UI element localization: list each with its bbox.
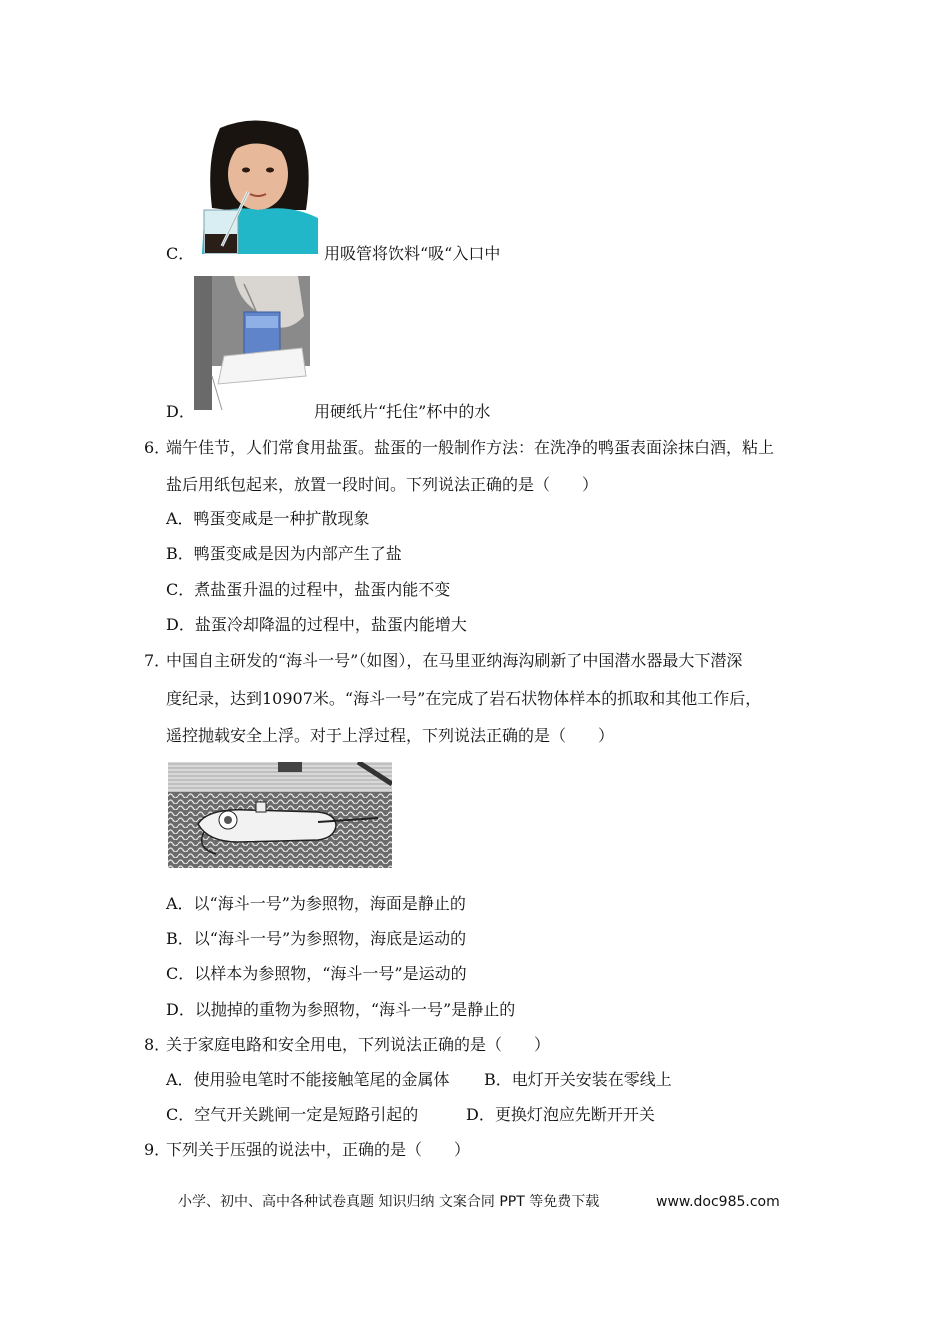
q7-number: 7． — [144, 651, 171, 670]
q6-stem-line2: 盐后用纸包起来，放置一段时间。下列说法正确的是（ ） — [166, 475, 599, 494]
q7-option-b: B．以“海斗一号”为参照物，海底是运动的 — [166, 929, 467, 948]
q5-option-c-label: C． — [166, 244, 195, 263]
q5-option-c — [166, 243, 194, 265]
q6-option-c: C．煮盐蛋升温的过程中，盐蛋内能不变 — [166, 580, 451, 599]
q9-stem: 下列关于压强的说法中，正确的是（ ） — [166, 1140, 471, 1159]
q8-option-d: D．更换灯泡应先断开开关 — [466, 1105, 655, 1124]
q7-stem-line3: 遥控抛载安全上浮。对于上浮过程，下列说法正确的是（ ） — [166, 726, 615, 745]
q6-option-d: D．盐蛋冷却降温的过程中，盐蛋内能增大 — [166, 615, 467, 634]
q5-option-d — [166, 401, 195, 423]
q7-option-c: C．以样本为参照物，“海斗一号”是运动的 — [166, 964, 467, 983]
q8-option-c: C．空气开关跳闸一定是短路引起的 — [166, 1105, 419, 1124]
q8-option-b: B．电灯开关安装在零线上 — [484, 1070, 672, 1089]
footer-text: 小学、初中、高中各种试卷真题 知识归纳 文案合同 PPT 等免费下载 — [178, 1194, 600, 1210]
submersible-at-sea-image — [168, 762, 392, 868]
q6-stem-line1: 端午佳节，人们常食用盐蛋。盐蛋的一般制作方法：在洗净的鸭蛋表面涂抹白酒，粘上 — [166, 438, 775, 457]
q6-option-b: B．鸭蛋变咸是因为内部产生了盐 — [166, 544, 402, 563]
q7-option-d: D．以抛掉的重物为参照物，“海斗一号”是静止的 — [166, 1000, 516, 1019]
q6-number: 6． — [144, 438, 171, 457]
q8-stem: 关于家庭电路和安全用电，下列说法正确的是（ ） — [166, 1035, 551, 1054]
q7-stem-line2: 度纪录，达到10907米。“海斗一号”在完成了岩石状物体样本的抓取和其他工作后， — [166, 689, 762, 708]
q7-stem-line1: 中国自主研发的“海斗一号”（如图），在马里亚纳海沟刷新了中国潜水器最大下潜深 — [166, 651, 743, 670]
cardboard-holding-water-image — [194, 276, 310, 410]
q5-option-d-label: D． — [166, 402, 195, 421]
q6-option-a: A．鸭蛋变咸是一种扩散现象 — [166, 509, 370, 528]
q7-option-a: A．以“海斗一号”为参照物，海面是静止的 — [166, 894, 466, 913]
q5-option-d-text: 用硬纸片“托住”杯中的水 — [314, 402, 491, 421]
q9-number: 9． — [144, 1140, 171, 1159]
q8-number: 8． — [144, 1035, 171, 1054]
q8-option-a: A．使用验电笔时不能接触笔尾的金属体 — [166, 1070, 450, 1089]
girl-drinking-straw-image — [198, 118, 320, 254]
footer-url[interactable]: www.doc985.com — [656, 1194, 780, 1210]
q5-option-c-text: 用吸管将饮料“吸“入口中 — [324, 244, 501, 263]
